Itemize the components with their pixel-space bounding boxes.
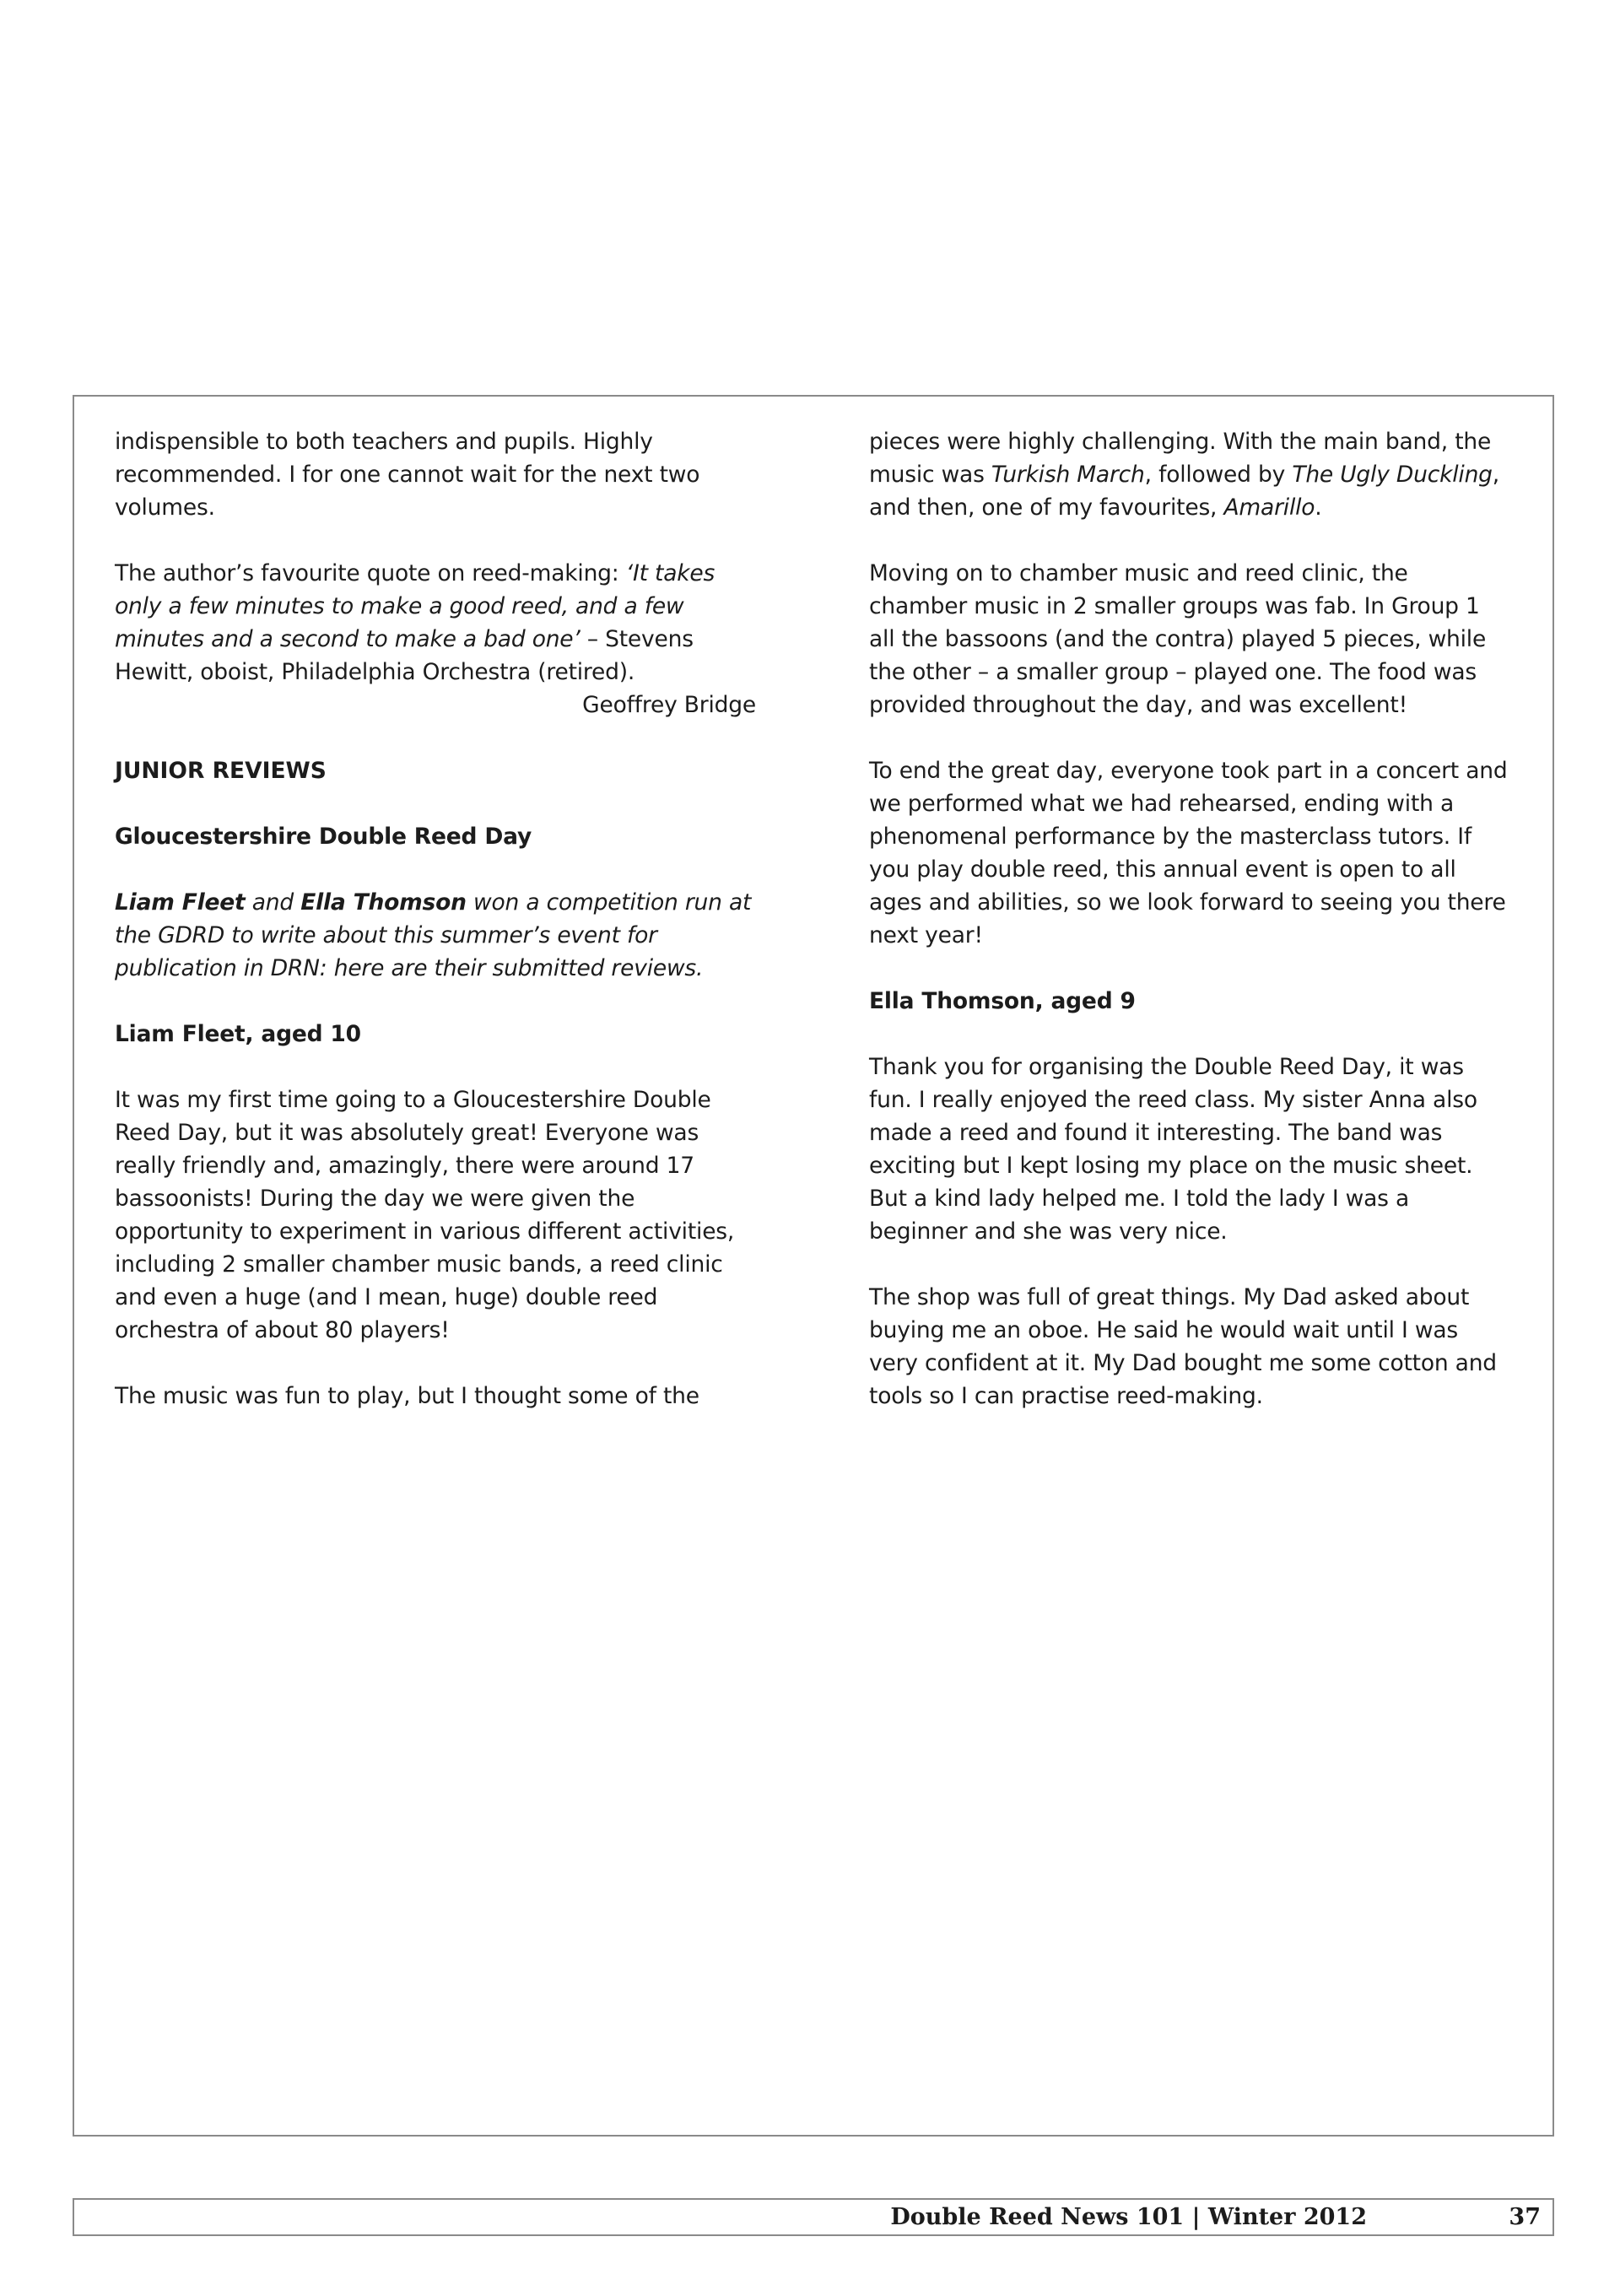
paragraph-reed-quote [115,557,756,689]
review-liam-paragraph-3 [869,425,1510,524]
page-number: 37 [1509,2204,1541,2230]
paragraph-book-review-end: indispensible to both teachers and pupils. Highly recommended. I for one cannot wait for the next two volumes. [115,429,700,521]
event-subheading: Gloucestershire Double Reed Day [115,824,532,850]
text-run: . [1315,494,1322,521]
quote-text: ‘It takes only a few minutes to make a good reed, and a few minutes and a second to make a bad one’ [115,560,716,652]
right-column [869,425,1510,1445]
review-liam-paragraph-4: Moving on to chamber music and reed clinic, the chamber music in 2 smaller groups was fab. In Group 1 all the bassoons (and the contra) played 5 pieces, while the other – a smaller group – played one. The food was provided throughout the day, and was excellent! [869,560,1487,718]
title-turkish-march: Turkish March [991,462,1145,488]
text-run: , and then, one of my favourites, [869,462,1500,521]
text-run: , followed by [1144,462,1293,488]
text-run: pieces were highly challenging. With the main band, the music was [869,429,1492,488]
review-liam-paragraph-1: It was my first time going to a Gloucestershire Double Reed Day, but it was absolutely great! Everyone was really friendly and, amazingly, there were around 17 bassoonists! During the day we were given the opportunity to experiment in various different activities, including 2 smaller chamber music bands, a reed clinic and even a huge (and I mean, huge) double reed orchestra of about 80 players! [115,1087,735,1343]
intro-rest: won a competition run at the GDRD to write about this summer’s event for publication in DRN: here are their submitted reviews. [115,889,752,981]
review-heading-liam: Liam Fleet, aged 10 [115,1021,361,1047]
article-frame [73,395,1554,2137]
author-signature: Geoffrey Bridge [582,692,756,718]
quote-intro: The author’s favourite quote on reed-making: [115,560,626,586]
review-liam-paragraph-2: The music was fun to play, but I thought some of the [115,1383,699,1409]
intro-paragraph [115,886,756,985]
section-heading: JUNIOR REVIEWS [115,758,327,784]
intro-name-liam: Liam Fleet [115,889,246,916]
review-ella-paragraph-1: Thank you for organising the Double Reed Day, it was fun. I really enjoyed the reed class. My sister Anna also made a reed and found it interesting. The band was exciting but I kept losing my place on the music sheet. But a kind lady helped me. I told the lady I was a beginner and she was very nice. [869,1054,1477,1245]
title-ugly-duckling: The Ugly Duckling [1292,462,1493,488]
intro-and: and [245,889,301,916]
page-footer [73,2198,1554,2236]
title-amarillo: Amarillo [1223,494,1315,521]
review-liam-paragraph-5: To end the great day, everyone took part in a concert and we performed what we had rehearsed, ending with a phenomenal performance by the masterclass tutors. If you play double reed, this annual event is open to all ages and abilities, so we look forward to seeing you there next year! [869,758,1508,948]
review-ella-paragraph-2: The shop was full of great things. My Dad asked about buying me an oboe. He said he would wait until I was very confident at it. My Dad bought me some cotton and tools so I can practise reed-making. [869,1284,1497,1409]
intro-name-ella: Ella Thomson [300,889,467,916]
quote-attribution: – Stevens Hewitt, oboist, Philadelphia Orchestra (retired). [115,626,694,685]
publication-title: Double Reed News 101 | Winter 2012 [890,2204,1367,2230]
left-column [115,425,756,1445]
review-heading-ella: Ella Thomson, aged 9 [869,988,1136,1014]
